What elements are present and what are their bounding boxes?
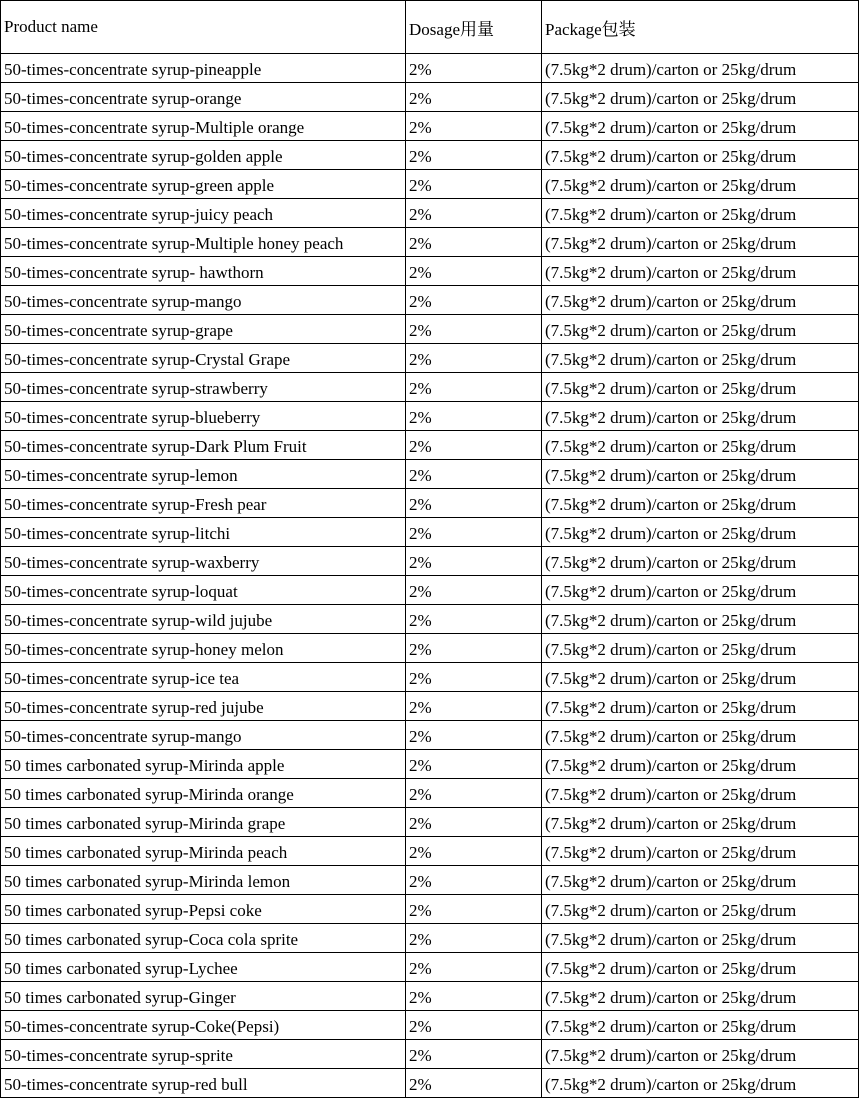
package-cell: (7.5kg*2 drum)/carton or 25kg/drum [542,1069,859,1098]
product-name-cell: 50-times-concentrate syrup-honey melon [1,634,406,663]
table-row [1,895,859,924]
package-cell: (7.5kg*2 drum)/carton or 25kg/drum [542,228,859,257]
package-cell: (7.5kg*2 drum)/carton or 25kg/drum [542,924,859,953]
dosage-cell: 2% [406,750,542,779]
table-row [1,692,859,721]
dosage-cell: 2% [406,54,542,83]
package-cell: (7.5kg*2 drum)/carton or 25kg/drum [542,257,859,286]
product-name-cell: 50-times-concentrate syrup-Multiple honey peach [1,228,406,257]
dosage-cell: 2% [406,866,542,895]
package-cell: (7.5kg*2 drum)/carton or 25kg/drum [542,895,859,924]
package-cell: (7.5kg*2 drum)/carton or 25kg/drum [542,54,859,83]
product-name-cell: 50-times-concentrate syrup-ice tea [1,663,406,692]
product-name-cell: 50-times-concentrate syrup-orange [1,83,406,112]
product-name-cell: 50 times carbonated syrup-Mirinda orange [1,779,406,808]
product-name-cell: 50-times-concentrate syrup-Crystal Grape [1,344,406,373]
product-name-cell: 50-times-concentrate syrup-red jujube [1,692,406,721]
product-name-cell: 50 times carbonated syrup-Mirinda lemon [1,866,406,895]
package-cell: (7.5kg*2 drum)/carton or 25kg/drum [542,721,859,750]
table-row [1,663,859,692]
dosage-cell: 2% [406,431,542,460]
product-name-cell: 50-times-concentrate syrup-grape [1,315,406,344]
dosage-cell: 2% [406,692,542,721]
package-cell: (7.5kg*2 drum)/carton or 25kg/drum [542,982,859,1011]
product-name-cell: 50-times-concentrate syrup-Fresh pear [1,489,406,518]
package-cell: (7.5kg*2 drum)/carton or 25kg/drum [542,547,859,576]
table-row [1,1040,859,1069]
header-row [1,1,859,54]
dosage-cell: 2% [406,721,542,750]
dosage-cell: 2% [406,373,542,402]
table-row [1,953,859,982]
dosage-cell: 2% [406,895,542,924]
product-name-cell: 50-times-concentrate syrup-mango [1,721,406,750]
package-cell: (7.5kg*2 drum)/carton or 25kg/drum [542,605,859,634]
dosage-cell: 2% [406,1069,542,1098]
table-body [1,54,859,1098]
dosage-cell: 2% [406,141,542,170]
dosage-cell: 2% [406,315,542,344]
package-cell: (7.5kg*2 drum)/carton or 25kg/drum [542,1011,859,1040]
table-row [1,837,859,866]
package-cell: (7.5kg*2 drum)/carton or 25kg/drum [542,141,859,170]
table-row [1,721,859,750]
table-row [1,518,859,547]
table-row [1,431,859,460]
product-name-cell: 50-times-concentrate syrup-lemon [1,460,406,489]
dosage-cell: 2% [406,837,542,866]
product-name-cell: 50-times-concentrate syrup-Multiple orange [1,112,406,141]
table-row [1,460,859,489]
table-row [1,112,859,141]
table-row [1,750,859,779]
table-row [1,83,859,112]
dosage-cell: 2% [406,547,542,576]
dosage-cell: 2% [406,779,542,808]
dosage-cell: 2% [406,982,542,1011]
dosage-cell: 2% [406,634,542,663]
product-name-cell: 50-times-concentrate syrup-wild jujube [1,605,406,634]
header-product-name: Product name [1,1,406,54]
package-cell: (7.5kg*2 drum)/carton or 25kg/drum [542,431,859,460]
header-package: Package包装 [542,1,859,54]
dosage-cell: 2% [406,953,542,982]
package-cell: (7.5kg*2 drum)/carton or 25kg/drum [542,170,859,199]
package-cell: (7.5kg*2 drum)/carton or 25kg/drum [542,1040,859,1069]
table-row [1,1069,859,1098]
dosage-cell: 2% [406,663,542,692]
table-row [1,141,859,170]
table-row [1,315,859,344]
dosage-cell: 2% [406,489,542,518]
header-dosage: Dosage用量 [406,1,542,54]
product-name-cell: 50 times carbonated syrup-Lychee [1,953,406,982]
package-cell: (7.5kg*2 drum)/carton or 25kg/drum [542,112,859,141]
dosage-cell: 2% [406,112,542,141]
package-cell: (7.5kg*2 drum)/carton or 25kg/drum [542,286,859,315]
table-row [1,286,859,315]
package-cell: (7.5kg*2 drum)/carton or 25kg/drum [542,866,859,895]
product-name-cell: 50-times-concentrate syrup-juicy peach [1,199,406,228]
table-row [1,257,859,286]
dosage-cell: 2% [406,460,542,489]
table-row [1,982,859,1011]
dosage-cell: 2% [406,344,542,373]
table-row [1,576,859,605]
package-cell: (7.5kg*2 drum)/carton or 25kg/drum [542,315,859,344]
package-cell: (7.5kg*2 drum)/carton or 25kg/drum [542,460,859,489]
package-cell: (7.5kg*2 drum)/carton or 25kg/drum [542,953,859,982]
table-row [1,344,859,373]
table-row [1,489,859,518]
product-name-cell: 50 times carbonated syrup-Mirinda grape [1,808,406,837]
package-cell: (7.5kg*2 drum)/carton or 25kg/drum [542,402,859,431]
dosage-cell: 2% [406,605,542,634]
table-row [1,1011,859,1040]
product-name-cell: 50-times-concentrate syrup-golden apple [1,141,406,170]
package-cell: (7.5kg*2 drum)/carton or 25kg/drum [542,779,859,808]
dosage-cell: 2% [406,518,542,547]
table-row [1,373,859,402]
package-cell: (7.5kg*2 drum)/carton or 25kg/drum [542,808,859,837]
package-cell: (7.5kg*2 drum)/carton or 25kg/drum [542,489,859,518]
product-name-cell: 50-times-concentrate syrup-pineapple [1,54,406,83]
package-cell: (7.5kg*2 drum)/carton or 25kg/drum [542,576,859,605]
product-name-cell: 50-times-concentrate syrup-sprite [1,1040,406,1069]
table-row [1,54,859,83]
package-cell: (7.5kg*2 drum)/carton or 25kg/drum [542,373,859,402]
table-row [1,634,859,663]
dosage-cell: 2% [406,286,542,315]
dosage-cell: 2% [406,228,542,257]
product-name-cell: 50 times carbonated syrup-Ginger [1,982,406,1011]
product-name-cell: 50-times-concentrate syrup-waxberry [1,547,406,576]
dosage-cell: 2% [406,1040,542,1069]
dosage-cell: 2% [406,83,542,112]
package-cell: (7.5kg*2 drum)/carton or 25kg/drum [542,750,859,779]
product-name-cell: 50-times-concentrate syrup-mango [1,286,406,315]
table-row [1,779,859,808]
dosage-cell: 2% [406,576,542,605]
package-cell: (7.5kg*2 drum)/carton or 25kg/drum [542,518,859,547]
table-row [1,808,859,837]
dosage-cell: 2% [406,1011,542,1040]
dosage-cell: 2% [406,199,542,228]
package-cell: (7.5kg*2 drum)/carton or 25kg/drum [542,199,859,228]
table-row [1,924,859,953]
table-row [1,170,859,199]
product-name-cell: 50-times-concentrate syrup-Dark Plum Fruit [1,431,406,460]
package-cell: (7.5kg*2 drum)/carton or 25kg/drum [542,663,859,692]
dosage-cell: 2% [406,257,542,286]
product-name-cell: 50-times-concentrate syrup-Coke(Pepsi) [1,1011,406,1040]
product-name-cell: 50-times-concentrate syrup-litchi [1,518,406,547]
package-cell: (7.5kg*2 drum)/carton or 25kg/drum [542,692,859,721]
table-row [1,199,859,228]
product-name-cell: 50-times-concentrate syrup-red bull [1,1069,406,1098]
package-cell: (7.5kg*2 drum)/carton or 25kg/drum [542,83,859,112]
dosage-cell: 2% [406,402,542,431]
product-name-cell: 50-times-concentrate syrup-strawberry [1,373,406,402]
dosage-cell: 2% [406,170,542,199]
product-name-cell: 50-times-concentrate syrup-loquat [1,576,406,605]
package-cell: (7.5kg*2 drum)/carton or 25kg/drum [542,344,859,373]
product-name-cell: 50 times carbonated syrup-Pepsi coke [1,895,406,924]
package-cell: (7.5kg*2 drum)/carton or 25kg/drum [542,634,859,663]
table-row [1,402,859,431]
product-name-cell: 50-times-concentrate syrup-blueberry [1,402,406,431]
table-row [1,866,859,895]
product-name-cell: 50-times-concentrate syrup- hawthorn [1,257,406,286]
dosage-cell: 2% [406,924,542,953]
package-cell: (7.5kg*2 drum)/carton or 25kg/drum [542,837,859,866]
table-row [1,605,859,634]
table-row [1,228,859,257]
product-name-cell: 50 times carbonated syrup-Mirinda apple [1,750,406,779]
product-name-cell: 50 times carbonated syrup-Mirinda peach [1,837,406,866]
table-row [1,547,859,576]
product-name-cell: 50-times-concentrate syrup-green apple [1,170,406,199]
product-name-cell: 50 times carbonated syrup-Coca cola sprite [1,924,406,953]
dosage-cell: 2% [406,808,542,837]
